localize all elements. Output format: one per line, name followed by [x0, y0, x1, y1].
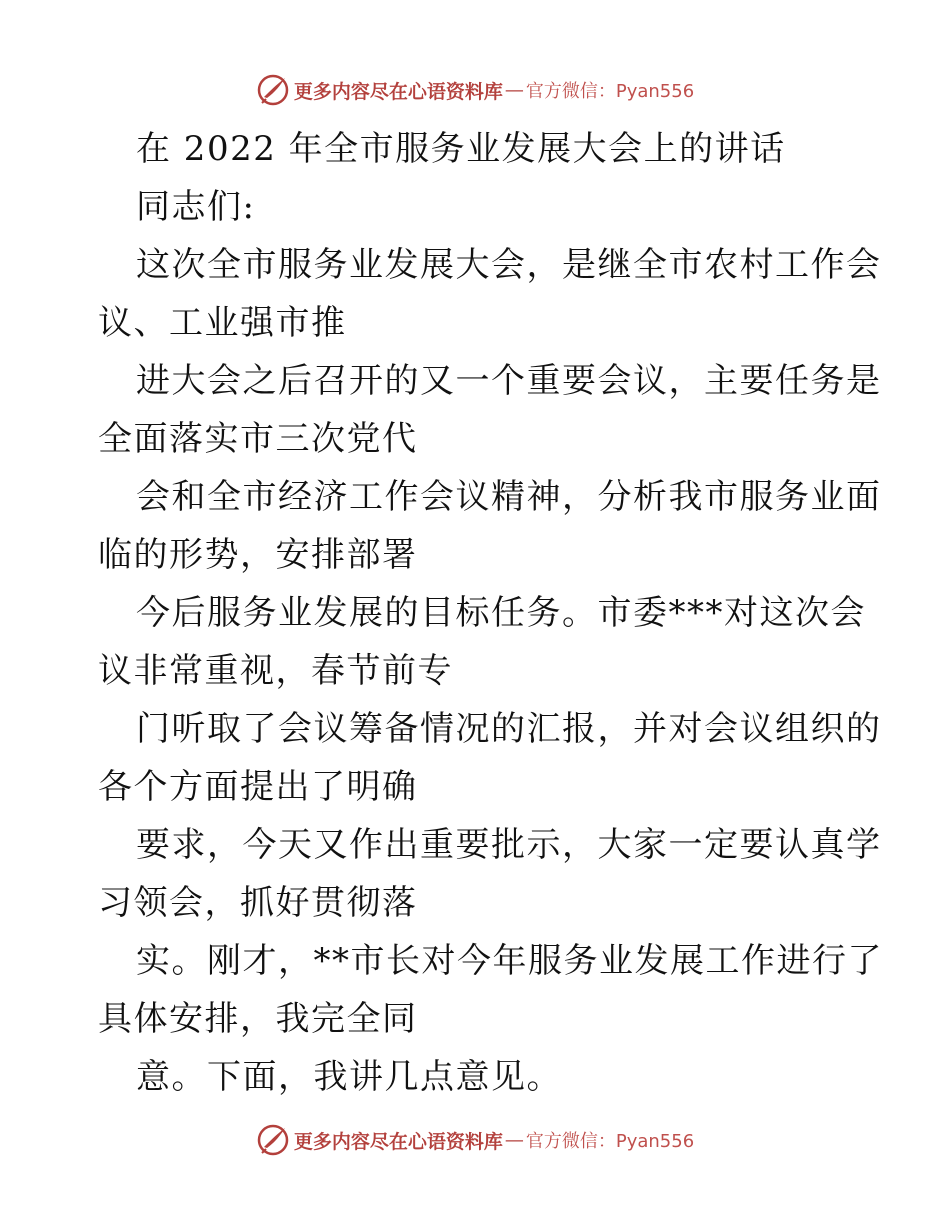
banner-wechat: 官方微信：Pyan556	[525, 81, 695, 102]
body-line: 临的形势，安排部署	[98, 535, 418, 575]
body-line: 议非常重视，春节前专	[98, 651, 453, 691]
body-line: 这次全市服务业发展大会，是继全市农村工作会	[136, 245, 882, 285]
salutation: 同志们:	[136, 187, 256, 227]
body-line: 习领会，抓好贯彻落	[98, 883, 418, 923]
speech-title: 在 2022 年全市服务业发展大会上的讲话	[136, 129, 786, 169]
body-line: 议、工业强市推	[98, 303, 347, 343]
quill-logo-icon	[256, 1123, 290, 1157]
body-line: 各个方面提出了明确	[98, 767, 418, 807]
banner-dash: —	[504, 79, 524, 101]
body-line: 全面落实市三次党代	[98, 419, 418, 459]
document-body	[98, 120, 883, 1106]
banner-title: 更多内容尽在心语资料库	[293, 1130, 503, 1153]
body-line: 会和全市经济工作会议精神，分析我市服务业面	[136, 477, 882, 517]
body-line: 具体安排，我完全同	[98, 999, 418, 1039]
body-line: 进大会之后召开的又一个重要会议，主要任务是	[136, 361, 882, 401]
banner-wechat: 官方微信：Pyan556	[525, 1131, 695, 1152]
banner-dash: —	[504, 1129, 524, 1151]
body-line: 今后服务业发展的目标任务。市委***对这次会	[136, 593, 866, 633]
header-banner	[0, 70, 950, 110]
body-line: 门听取了会议筹备情况的汇报，并对会议组织的	[136, 709, 882, 749]
body-line: 实。刚才，**市长对今年服务业发展工作进行了	[136, 941, 883, 981]
body-line: 要求，今天又作出重要批示，大家一定要认真学	[136, 825, 882, 865]
banner-title: 更多内容尽在心语资料库	[293, 80, 503, 103]
quill-logo-icon	[256, 73, 290, 107]
body-line: 意。下面，我讲几点意见。	[136, 1057, 562, 1097]
footer-banner	[0, 1120, 950, 1160]
